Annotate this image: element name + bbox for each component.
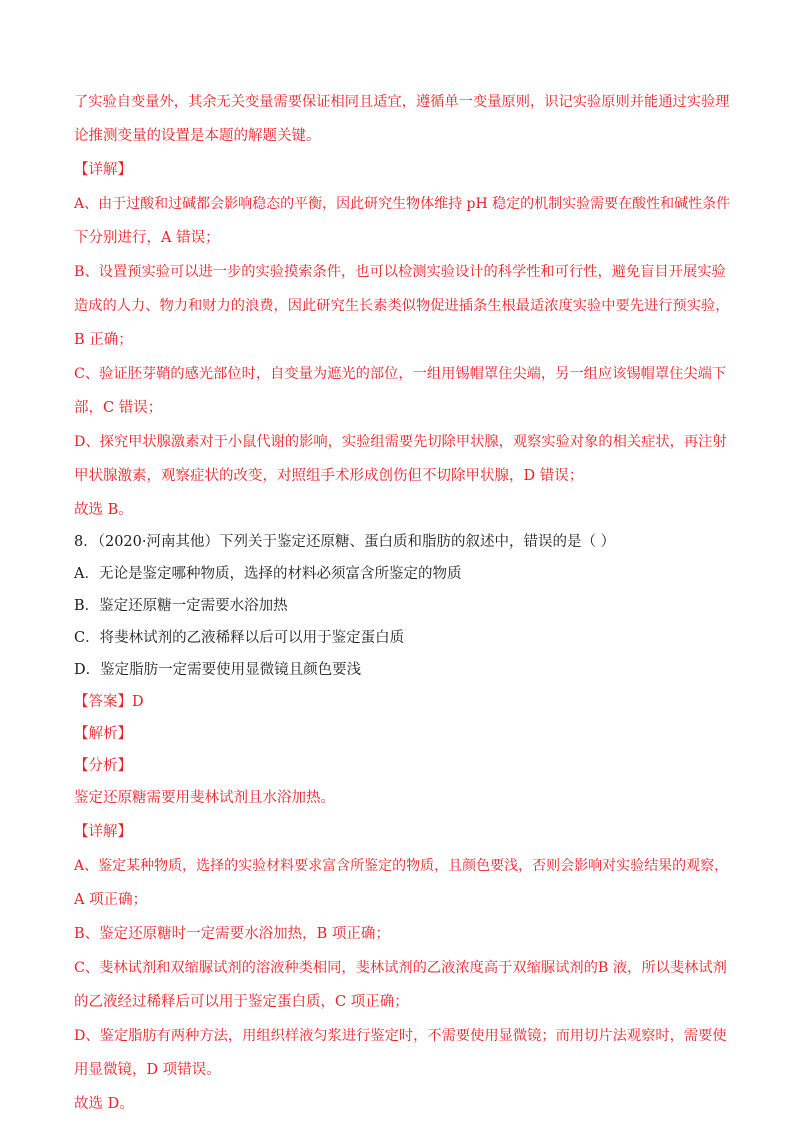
text-line: 故选 D。: [74, 1096, 134, 1112]
text-line: A、鉴定某种物质，选择的实验材料要求富含所鉴定的物质，且颜色要浅，否则会影响对实验结果的观察，: [74, 858, 729, 874]
text-line: C、斐林试剂和双缩脲试剂的溶液种类相同，斐林试剂的乙液浓度高于双缩脲试剂的B 液，所以斐林试剂: [74, 960, 727, 976]
text-line: 下分别进行，A 错误；: [74, 230, 220, 246]
text-line: B 正确；: [74, 332, 133, 348]
option-b: B．鉴定还原糖一定需要水浴加热: [74, 598, 288, 614]
text-line: A 项正确；: [74, 892, 148, 908]
text-line: 了实验自变量外，其余无关变量需要保证相同且适宜，遵循单一变量原则，识记实验原则并能通过实验理: [74, 94, 730, 110]
text-line: 论推测变量的设置是本题的解题关键。: [74, 128, 321, 144]
section-heading: 【详解】: [74, 162, 132, 178]
option-d: D．鉴定脂肪一定需要使用显微镜且颜色要浅: [74, 662, 362, 678]
text-line: 部，C 错误；: [74, 400, 163, 416]
answer-line: 【答案】D: [74, 694, 144, 710]
question-stem: 8．（2020·河南其他）下列关于鉴定还原糖、蛋白质和脂肪的叙述中，错误的是（ ）: [74, 534, 616, 550]
option-a: A．无论是鉴定哪种物质，选择的材料必须富含所鉴定的物质: [74, 566, 462, 582]
text-line: 造成的人力、物力和财力的浪费，因此研究生长素类似物促进插条生根最适浓度实验中要先进行预实验，: [74, 298, 730, 314]
text-line: A、由于过酸和过碱都会影响稳态的平衡，因此研究生物体维持 pH 稳定的机制实验需要在酸性和碱性条件: [74, 196, 731, 212]
text-line: 故选 B。: [74, 502, 133, 518]
text-line: D、探究甲状腺激素对于小鼠代谢的影响，实验组需要先切除甲状腺，观察实验对象的相关症状，再注射: [74, 434, 727, 450]
text-line: 甲状腺激素，观察症状的改变，对照组手术形成创伤但不切除甲状腺，D 错误；: [74, 468, 584, 484]
text-line: D、鉴定脂肪有两种方法，用组织样液匀浆进行鉴定时，不需要使用显微镜；而用切片法观察时，需要使: [74, 1028, 727, 1044]
text-line: 用显微镜，D 项错误。: [74, 1062, 221, 1078]
text-line: B、设置预实验可以进一步的实验摸索条件，也可以检测实验设计的科学性和可行性，避免盲目开展实验: [74, 264, 726, 280]
text-line: B、鉴定还原糖时一定需要水浴加热，B 项正确；: [74, 926, 390, 942]
section-heading: 【解析】: [74, 726, 132, 742]
text-line: 的乙液经过稀释后可以用于鉴定蛋白质，C 项正确；: [74, 994, 409, 1010]
option-c: C．将斐林试剂的乙液稀释以后可以用于鉴定蛋白质: [74, 630, 405, 646]
section-heading: 【详解】: [74, 824, 132, 840]
section-heading: 【分析】: [74, 758, 132, 774]
text-line: C、验证胚芽鞘的感光部位时，自变量为遮光的部位，一组用锡帽罩住尖端，另一组应该锡帽罩住尖端下: [74, 366, 727, 382]
text-line: 鉴定还原糖需要用斐林试剂且水浴加热。: [74, 790, 335, 806]
